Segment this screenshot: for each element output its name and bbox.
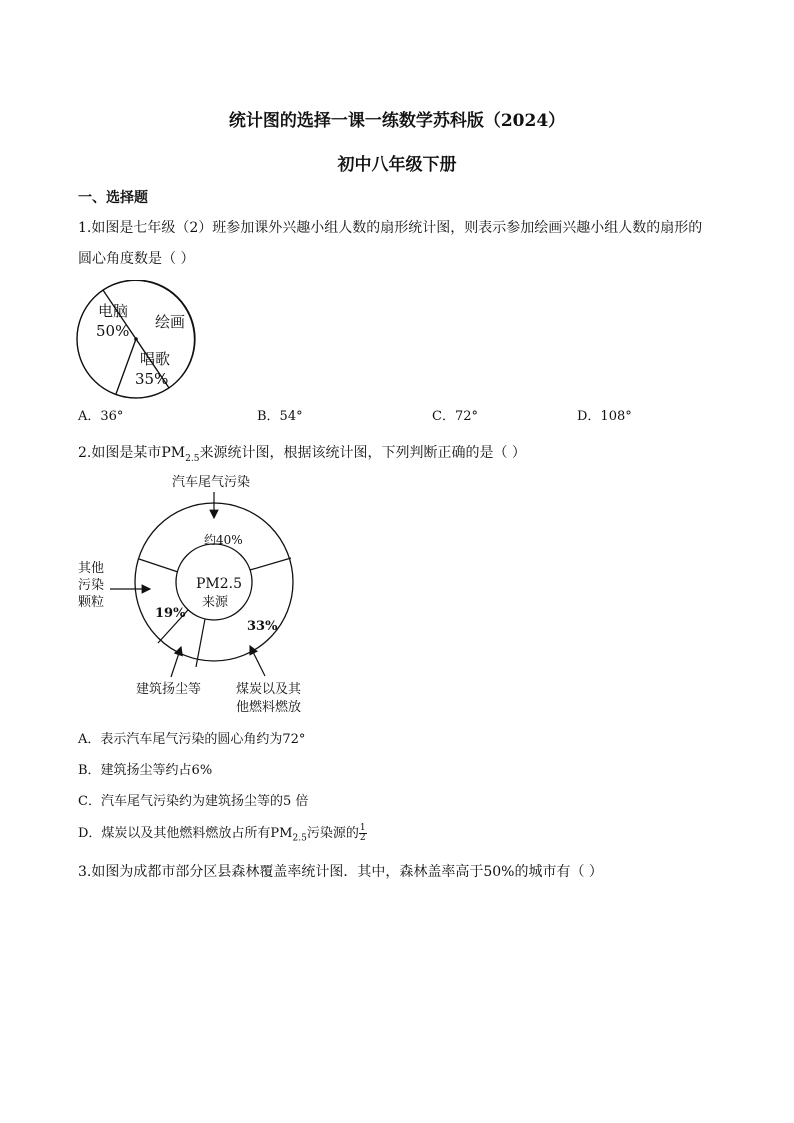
ring-pct-coal: 33% [247,619,278,634]
pie-label-paint: 绘画 [155,313,186,331]
q2-option-c[interactable]: C．汽车尾气污染约为建筑扬尘等的5 倍 [78,794,309,809]
ring-pct-other: 19% [155,606,186,621]
fraction-numerator: 1 [359,823,366,833]
pie-pct-sing: 35% [135,370,169,388]
arrow-coal [250,646,265,676]
pie-pct-computer: 50% [96,322,130,340]
ring-label-coal-2: 他燃料燃放 [236,700,302,715]
ring-pct-car: 约40% [204,533,243,547]
q2-option-d-sub: 2.5 [292,833,307,844]
q1-option-c[interactable]: C．72° [432,409,478,424]
q2-stem-sub: 2.5 [185,453,200,464]
q2-ring-chart [70,468,330,718]
ring-divider-other-car [139,559,178,572]
ring-label-coal-1: 煤炭以及其 [236,682,302,697]
ring-center-2: 来源 [202,595,229,610]
q1-pie-chart [70,280,210,400]
ring-center-1: PM2.5 [196,576,243,592]
fraction-one-half [359,824,367,843]
q1-stem-line2: 圆心角度数是（ ） [78,251,195,267]
ring-label-other-1: 其他 [78,561,105,576]
fraction-denominator: 2 [359,833,366,843]
ring-label-car: 汽车尾气污染 [172,475,251,490]
q2-option-d-b: 污染源的 [306,826,359,841]
q2-stem-a: 2.如图是某市PM [78,445,186,461]
q1-option-d[interactable]: D．108° [577,409,632,424]
ring-label-other-2: 污染 [78,578,105,593]
pie-center-dot [134,337,138,341]
q2-stem-b: 来源统计图，根据该统计图，下列判断正确的是（ ） [199,445,526,461]
ring-label-build: 建筑扬尘等 [136,682,202,697]
q1-option-a[interactable]: A．36° [78,409,124,424]
q2-option-a[interactable]: A．表示汽车尾气污染的圆心角约为72° [78,732,306,747]
q2-option-b[interactable]: B．建筑扬尘等约占6% [78,763,213,778]
document-title: 统计图的选择一课一练数学苏科版（2024） [228,111,566,131]
q2-option-d[interactable] [78,822,367,844]
q2-option-d-a: D．煤炭以及其他燃料燃放占所有PM [78,826,293,841]
q3-stem: 3.如图为成都市部分区县森林覆盖率统计图．其中，森林盖率高于50%的城市有（ ） [78,864,603,880]
q2-stem [78,442,526,464]
pie-slice-paint [116,339,169,398]
pie-label-sing: 唱歌 [140,350,171,368]
q1-option-b[interactable]: B．54° [257,409,303,424]
pie-label-computer: 电脑 [98,302,129,320]
document-subtitle: 初中八年级下册 [337,155,457,175]
section-heading: 一、选择题 [78,190,148,206]
ring-divider-car-coal [250,558,291,570]
ring-label-other-3: 颗粒 [78,595,105,610]
q1-stem-line1: 1.如图是七年级（2）班参加课外兴趣小组人数的扇形统计图，则表示参加绘画兴趣小组人数的扇形的 [78,220,703,236]
